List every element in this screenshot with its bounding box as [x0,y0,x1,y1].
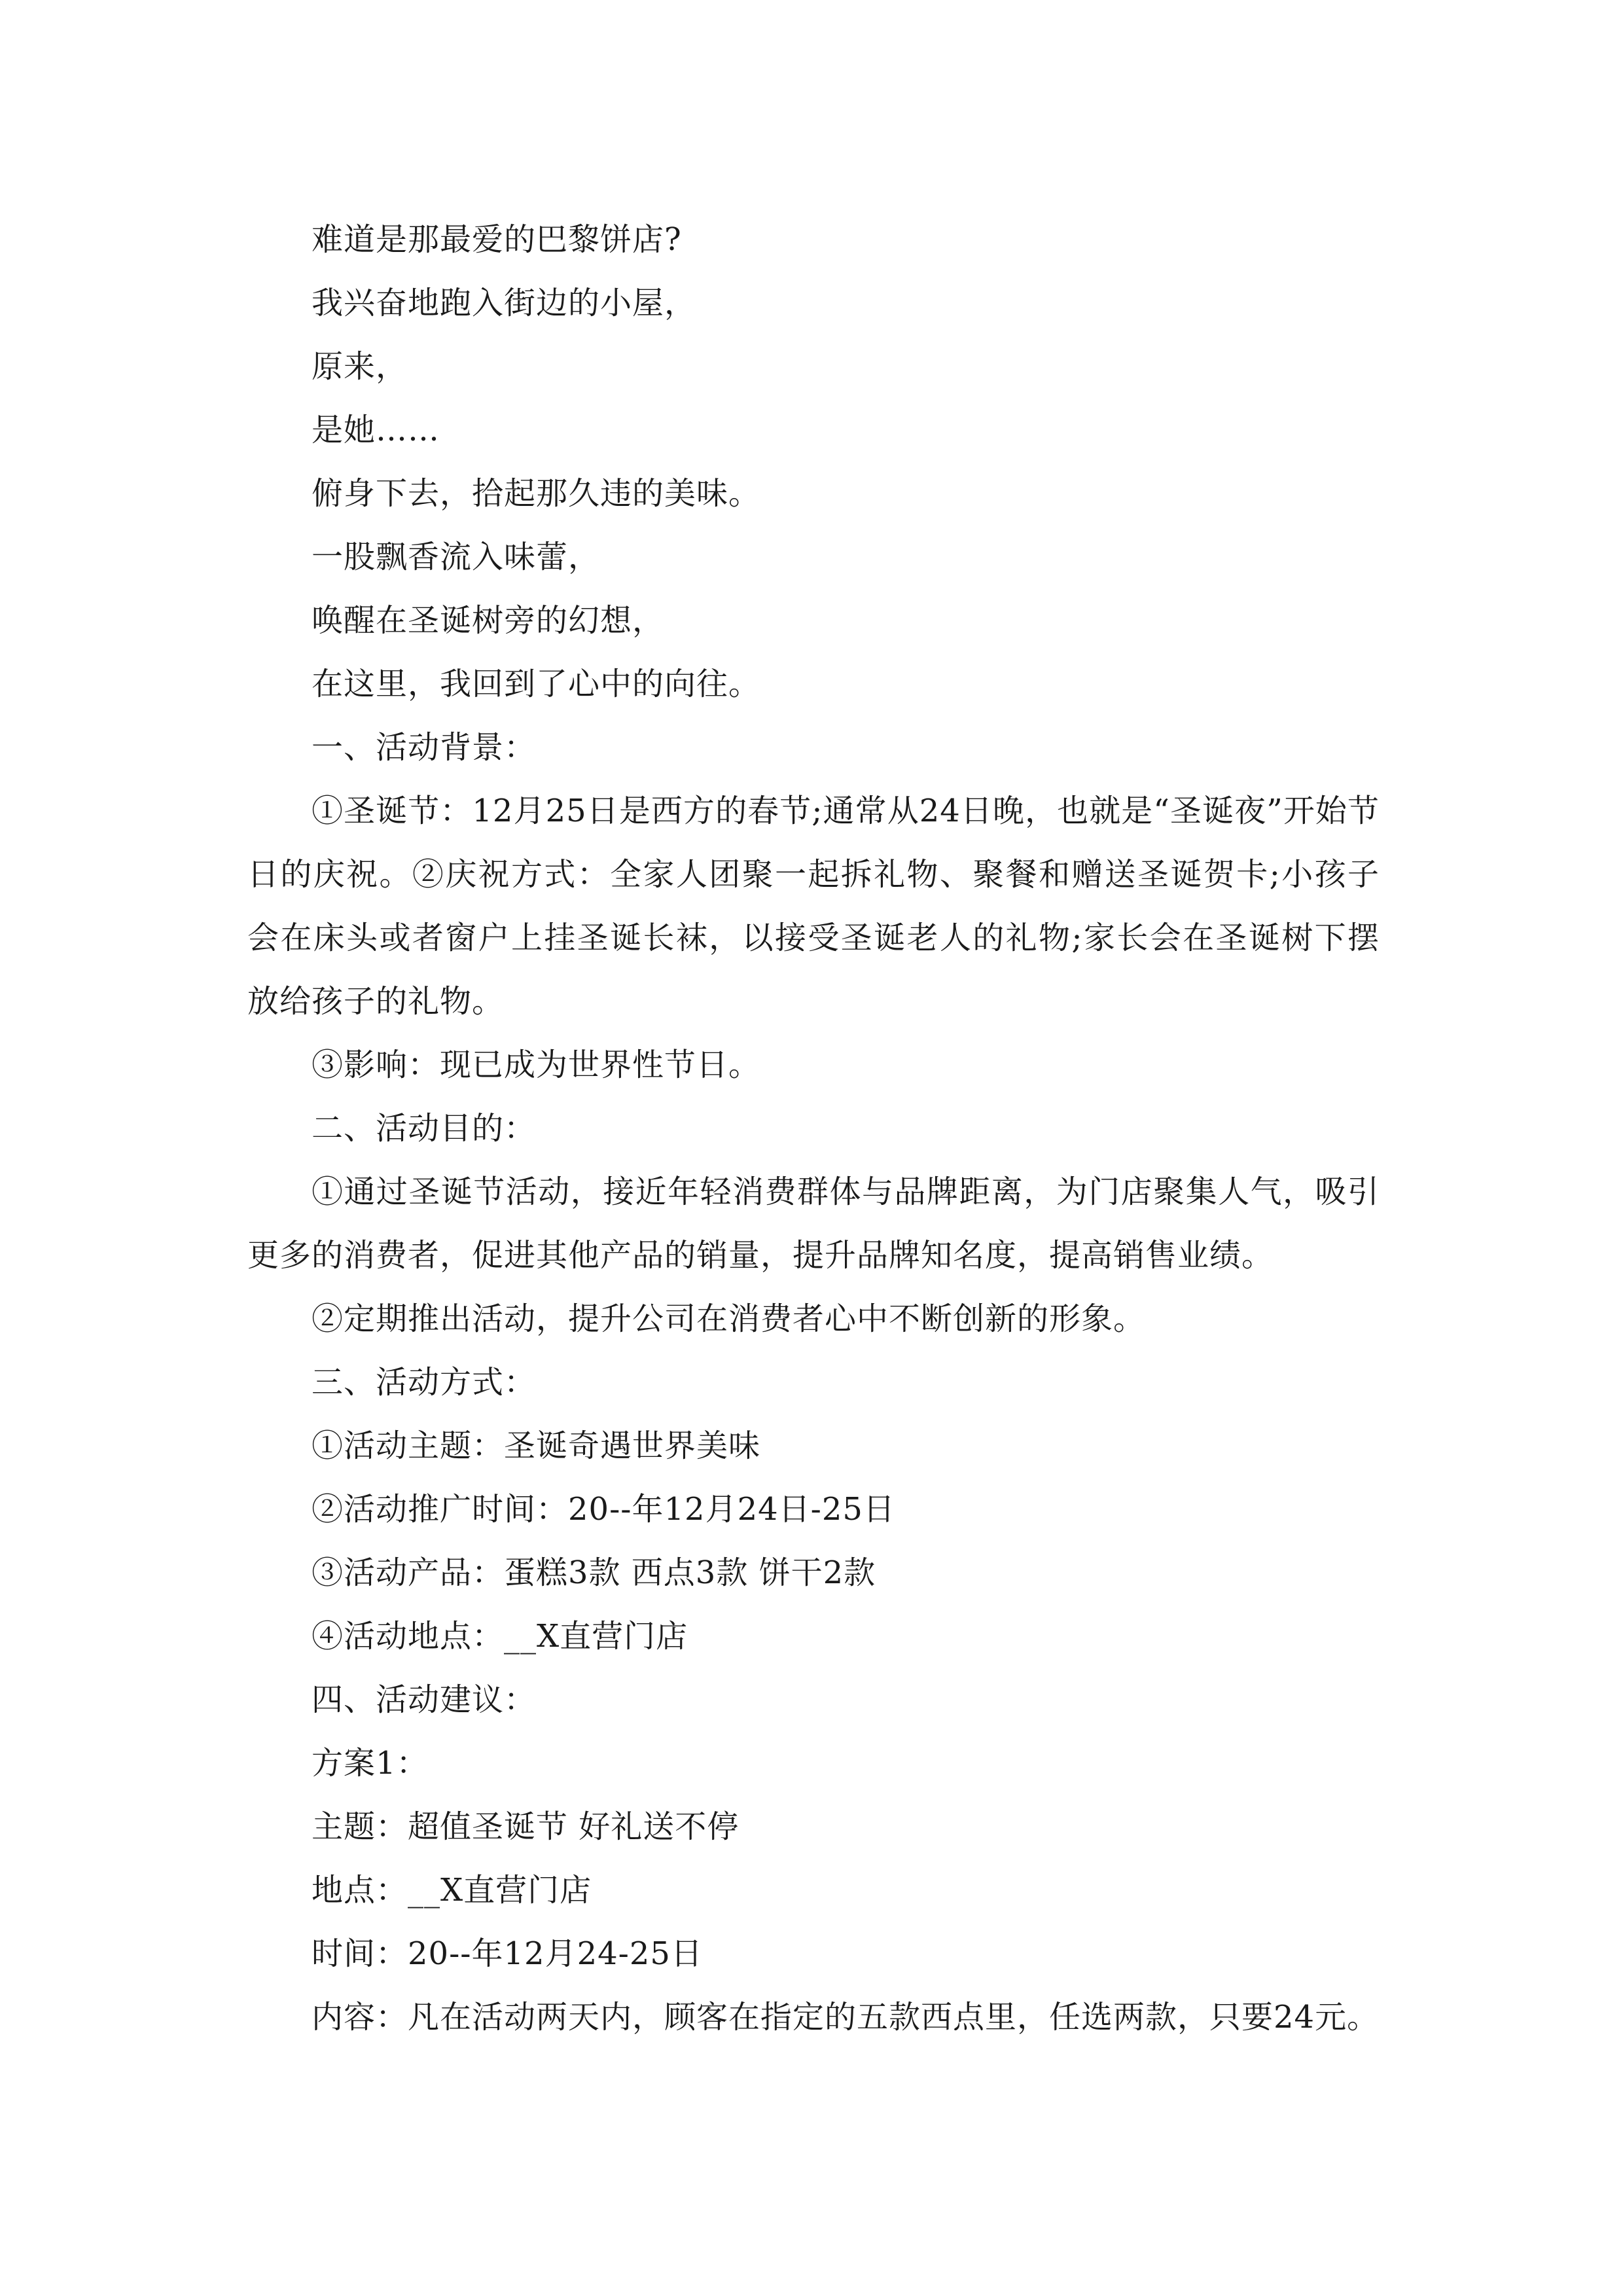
purpose-paragraph-2: ②定期推出活动，提升公司在消费者心中不断创新的形象。 [312,1300,1146,1337]
method-item-products: ③活动产品：蛋糕3款 西点3款 饼干2款 [312,1554,876,1591]
section-heading-method: 三、活动方式： [312,1364,537,1401]
section-heading-background: 一、活动背景： [312,729,537,766]
poem-line: 唤醒在圣诞树旁的幻想， [312,602,665,639]
method-item-location: ④活动地点：__X直营门店 [312,1618,688,1655]
purpose-paragraph-1: ①通过圣诞节活动，接近年轻消费群体与品牌距离，为门店聚集人气，吸引更多的消费者，促进其他产品的销量，提升品牌知名度，提高销售业绩。 [247,1174,1380,1274]
method-item-time: ②活动推广时间：20--年12月24日-25日 [312,1491,895,1528]
poem-line: 俯身下去，拾起那久违的美味。 [312,475,761,512]
document-body [247,208,1380,2049]
background-paragraph: ①圣诞节：12月25日是西方的春节;通常从24日晚，也就是“圣诞夜”开始节日的庆祝。②庆祝方式：全家人团聚一起拆礼物、聚餐和赠送圣诞贺卡;小孩子会在床头或者窗户上挂圣诞长袜，以接受圣诞老人的礼物;家长会在圣诞树下摆放给孩子的礼物。 [247,793,1380,1020]
poem-line: 我兴奋地跑入街边的小屋， [312,285,697,321]
method-item-theme: ①活动主题：圣诞奇遇世界美味 [312,1427,761,1464]
plan-item-time: 时间：20--年12月24-25日 [312,1935,703,1972]
influence-paragraph: ③影响：现已成为世界性节日。 [312,1047,761,1083]
plan-item-location: 地点：__X直营门店 [312,1872,592,1909]
poem-line: 原来， [312,348,408,385]
plan-item-content: 内容：凡在活动两天内，顾客在指定的五款西点里，任选两款，只要24元。 [312,1999,1380,2036]
poem-line: 是她…… [312,412,440,448]
plan-title: 方案1： [312,1745,429,1782]
section-heading-purpose: 二、活动目的： [312,1110,537,1147]
poem-line: 在这里，我回到了心中的向往。 [312,666,761,702]
poem-line: 难道是那最爱的巴黎饼店? [312,221,682,258]
plan-item-theme: 主题：超值圣诞节 好礼送不停 [312,1808,740,1845]
poem-line: 一股飘香流入味蕾， [312,539,601,575]
section-heading-suggestions: 四、活动建议： [312,1681,537,1718]
